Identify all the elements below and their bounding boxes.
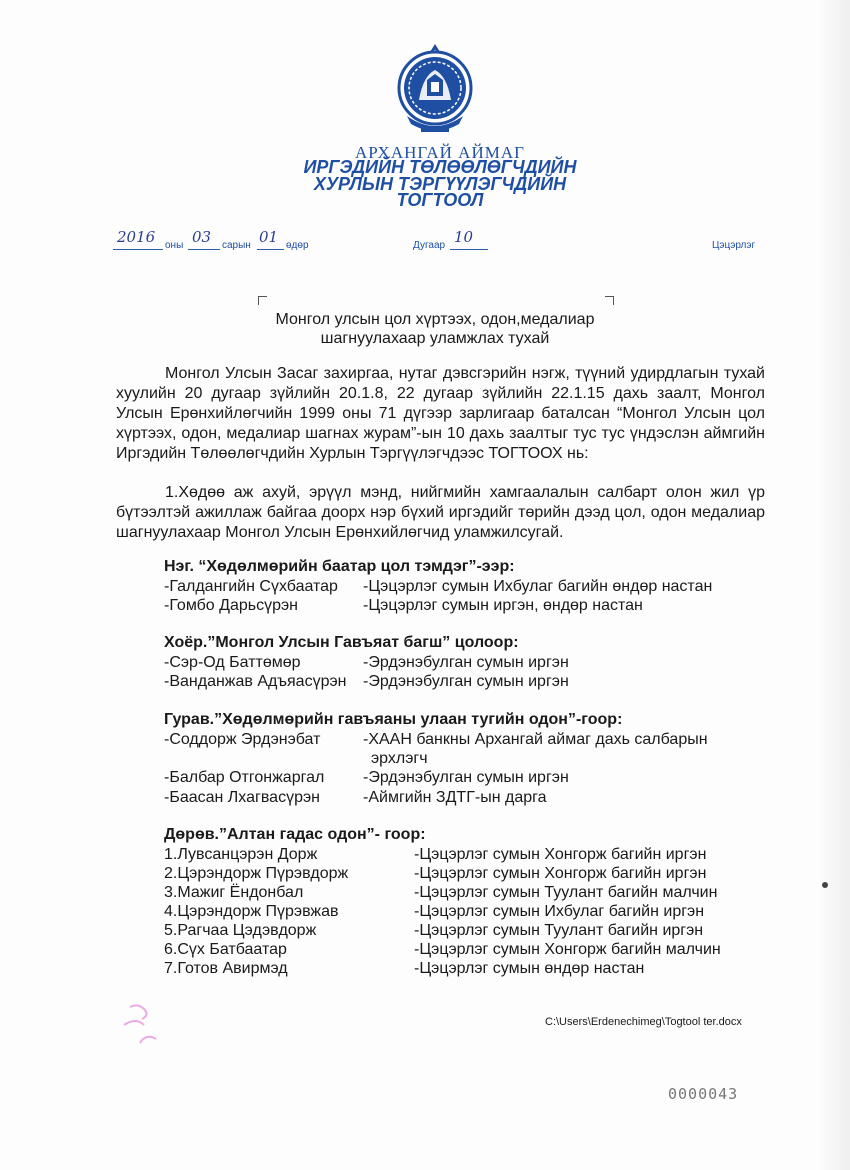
day-label: өдөр	[286, 240, 309, 251]
awardee-description-cont: эрхлэгч	[371, 750, 428, 767]
awardee-description: -ХААН банкны Архангай аймаг дахь салбарын	[363, 731, 708, 748]
awardee-name: 6.Сүх Батбаатар	[164, 941, 287, 958]
province-name: АРХАНГАЙ АЙМАГ	[355, 143, 525, 162]
awardee-name: 7.Готов Авирмэд	[164, 960, 288, 977]
mongolia-state-emblem-icon	[393, 40, 477, 140]
awardee-name: 1.Лувсанцэрэн Дорж	[164, 846, 318, 863]
preamble-paragraph: Монгол Улсын Засаг захиргаа, нутаг дэвсгэрийн нэгж, түүний удирдлагын тухай хуулийн 20 дугаар зүйлийн 20.1.8, 22 дугаар зүйлийн 22.1.15 дахь заалт, Монгол Улсын Ерөнхийлөгчийн 1999 оны 71 дүгээр зарлигаар баталсан “Монгол Улсын цол хүртээх, одон, медалиар шагнах журам”-ын 10 дахь заалтыг тус тус үндэслэн аймгийн Иргэдийн Төлөөлөгчдийн Хурлын Тэргүүлэгчдээс ТОГТООХ нь:	[116, 365, 765, 462]
document-title-line1: Монгол улсын цол хүртээх, одон,медалиар	[275, 311, 595, 328]
paper-edge-shadow	[820, 0, 850, 1170]
awardee-name: -Ванданжав Адъяасүрэн	[164, 673, 347, 690]
awardee-name: -Балбар Отгонжаргал	[164, 769, 325, 786]
section-heading-2: Хоёр.”Монгол Улсын Гавъяат багш” цолоор:	[164, 634, 519, 651]
section-heading-1: Нэг. “Хөдөлмөрийн баатар цол тэмдэг”-ээр:	[164, 558, 515, 575]
awardee-name: 5.Рагчаа Цэдэвдорж	[164, 922, 317, 939]
awardee-description: -Цэцэрлэг сумын Ихбулаг багийн өндөр настан	[363, 578, 713, 595]
title-bracket-left	[258, 296, 267, 305]
awardee-name: -Баасан Лхагвасүрэн	[164, 789, 320, 806]
title-bracket-right	[605, 296, 614, 305]
awardee-name: -Гомбо Дарьсүрэн	[164, 597, 299, 614]
awardee-description: -Цэцэрлэг сумын өндөр настан	[414, 960, 645, 977]
awardee-name: 3.Мажиг Ёндонбал	[164, 884, 304, 901]
awardee-description: -Цэцэрлэг сумын Хонгорж багийн малчин	[414, 941, 721, 958]
awardee-description: -Цэцэрлэг сумын Ихбулаг багийн иргэн	[414, 903, 705, 920]
awardee-description: -Аймгийн ЗДТГ-ын дарга	[363, 789, 547, 806]
org-name-line1: ИРГЭДИЙН ТӨЛӨӨЛӨГЧДИЙН	[303, 157, 577, 177]
awardee-name: -Галдангийн Сүхбаатар	[164, 578, 338, 595]
awardee-description: -Цэцэрлэг сумын Хонгорж багийн иргэн	[414, 846, 707, 863]
awardee-description: -Эрдэнэбулган сумын иргэн	[363, 654, 569, 671]
scan-dot-mark	[822, 882, 828, 888]
number-label: Дугаар	[413, 240, 446, 251]
ink-smudge-mark	[120, 995, 210, 1055]
year-label: оны	[165, 240, 184, 251]
document-type: ТОГТООЛ	[396, 190, 484, 210]
section-heading-4: Дөрөв.”Алтан гадас одон”- гоор:	[164, 826, 426, 843]
awardee-name: 2.Цэрэндорж Пүрэвдорж	[164, 865, 349, 882]
awardee-description: -Эрдэнэбулган сумын иргэн	[363, 769, 569, 786]
awardee-name: -Соддорж Эрдэнэбат	[164, 731, 321, 748]
section-heading-3: Гурав.”Хөдөлмөрийн гавъяаны улаан тугийн одон”-гоор:	[164, 711, 623, 728]
awardee-description: -Цэцэрлэг сумын иргэн, өндөр настан	[363, 597, 643, 614]
org-name-line2: ХУРЛЫН ТЭРГҮҮЛЭГЧДИЙН	[313, 174, 567, 194]
number-value: 10	[454, 228, 474, 246]
place-name: Цэцэрлэг	[712, 240, 756, 251]
awardee-description: -Цэцэрлэг сумын Туулант багийн иргэн	[414, 922, 704, 939]
month-value: 03	[192, 228, 212, 246]
document-title-line2: шагнуулахаар уламжлах тухай	[320, 330, 550, 347]
awardee-name: 4.Цэрэндорж Пүрэвжав	[164, 903, 339, 920]
decision-item-1: 1.Хөдөө аж ахуй, эрүүл мэнд, нийгмийн хамгаалалын салбарт олон жил үр бүтээлтэй ажиллаж байгаа доорх нэр бүхий иргэдийг төрийн дээд цол, одон медалиар шагнуулахаар Монгол Улсын Ерөнхийлөгчид уламжилсугай.	[116, 484, 765, 541]
day-value: 01	[259, 228, 279, 246]
page-number-stamp: 0000043	[668, 1085, 739, 1103]
file-path-footer: C:\Users\Erdenechimeg\Togtool ter.docx	[545, 1016, 742, 1028]
awardee-description: -Цэцэрлэг сумын Туулант багийн малчин	[414, 884, 718, 901]
year-value: 2016	[117, 228, 156, 246]
month-label: сарын	[222, 240, 251, 251]
awardee-name: -Сэр-Од Баттөмөр	[164, 654, 301, 671]
awardee-description: -Эрдэнэбулган сумын иргэн	[363, 673, 569, 690]
awardee-description: -Цэцэрлэг сумын Хонгорж багийн иргэн	[414, 865, 707, 882]
